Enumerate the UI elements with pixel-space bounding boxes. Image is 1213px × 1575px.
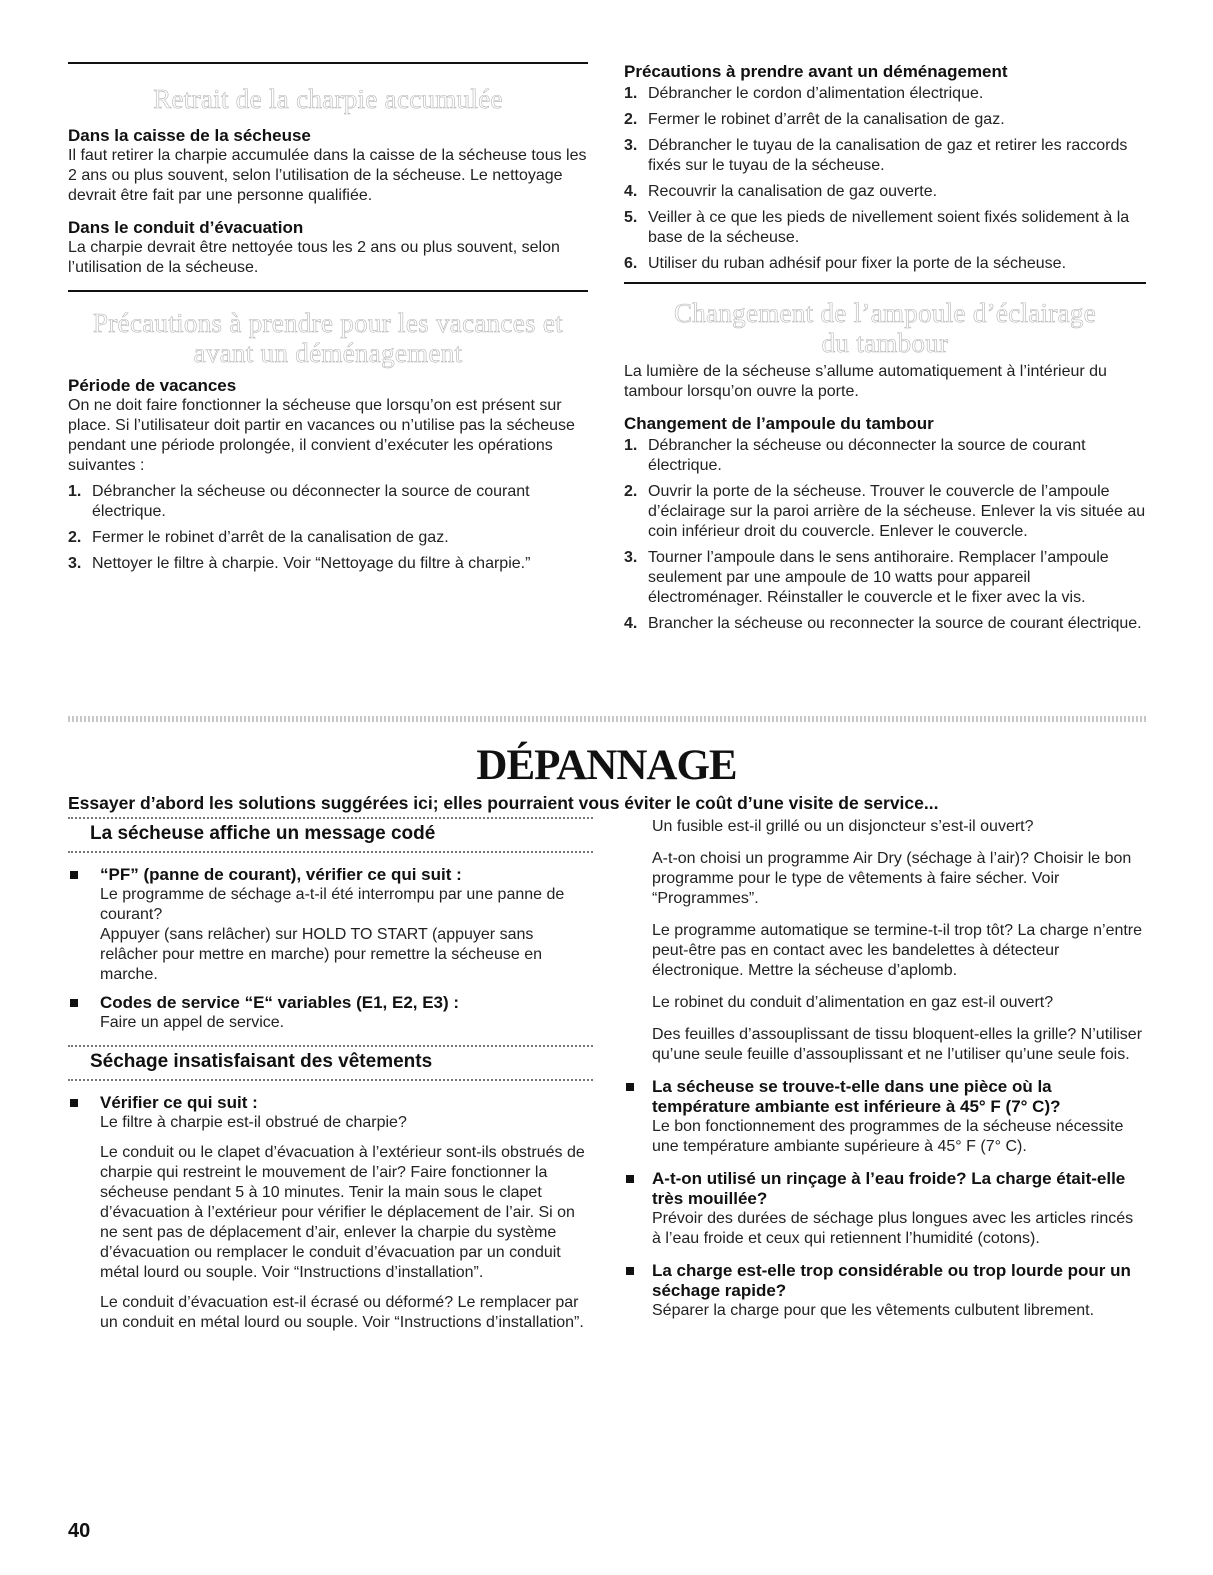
top-right-column <box>624 62 1146 634</box>
bullet-title: La charge est-elle trop considérable ou trop lourde pour un séchage rapide? <box>652 1261 1131 1300</box>
bullet-text: Appuyer (sans relâcher) sur HOLD TO START (appuyer sans relâcher pour mettre en marche) pour remettre la sécheuse en marche. <box>100 926 542 983</box>
paragraph: Un fusible est-il grillé ou un disjoncteur s’est-il ouvert? <box>652 818 1034 835</box>
list-item: 1. Débrancher le cordon d’alimentation électrique. <box>624 85 984 102</box>
bullet-load-size <box>624 1261 1146 1321</box>
list-item: 3. Nettoyer le filtre à charpie. Voir “Nettoyage du filtre à charpie.” <box>68 555 531 572</box>
section-title-lint-removal: Retrait de la charpie accumulée <box>153 84 503 114</box>
bullet-title: Codes de service “E“ variables (E1, E2, E3) : <box>100 993 460 1012</box>
paragraph: A-t-on choisi un programme Air Dry (séchage à l’air)? Choisir le bon programme pour le type de vêtements à faire sécher. Voir “Programmes”. <box>652 850 1132 907</box>
bullet-text: Le filtre à charpie est-il obstrué de charpie? <box>100 1114 407 1131</box>
list-item: 2. Ouvrir la porte de la sécheuse. Trouver le couvercle de l’ampoule d’éclairage sur la paroi arrière de la sécheuse. Enlever la vis située au coin inférieur droit du couvercle. Enlever le couvercle. <box>624 483 1146 540</box>
moving-steps <box>624 84 1146 274</box>
heading-dryer-cabinet: Dans la caisse de la sécheuse <box>68 126 311 145</box>
paragraph-vacation: On ne doit faire fonctionner la sécheuse que lorsqu’on est présent sur place. Si l’utilisateur doit partir en vacances ou n’utilise pas la sécheuse pendant une période prolongée, il convient d’exécuter les opérations suivantes : <box>68 397 575 474</box>
bulb-steps <box>624 436 1146 634</box>
paragraph: Le programme automatique se termine-t-il trop tôt? La charge n’entre peut-être pas en contact avec les bandelettes à détecteur électronique. Mettre la sécheuse d’aplomb. <box>652 922 1143 979</box>
heading-exhaust-vent: Dans le conduit d’évacuation <box>68 218 304 237</box>
bullet-pf <box>68 865 593 985</box>
subsection-coded-message <box>68 817 593 853</box>
bullet-square-icon <box>626 1083 634 1091</box>
subsection-title: La sécheuse affiche un message codé <box>90 823 436 844</box>
bullet-check <box>68 1093 593 1333</box>
list-item: 4. Brancher la sécheuse ou reconnecter la source de courant électrique. <box>624 615 1142 632</box>
list-item: 1. Débrancher la sécheuse ou déconnecter la source de courant électrique. <box>68 483 530 520</box>
bullet-text: Prévoir des durées de séchage plus longues avec les articles rincés à l’eau froide et ceux qui retiennent l’humidité (cotons). <box>652 1210 1134 1247</box>
paragraph-drum-light: La lumière de la sécheuse s’allume automatiquement à l’intérieur du tambour lorsqu’on ouvre la porte. <box>624 363 1107 400</box>
list-item: 6. Utiliser du ruban adhésif pour fixer la porte de la sécheuse. <box>624 255 1067 272</box>
list-item: 5. Veiller à ce que les pieds de nivellement soient fixés solidement à la base de la sécheuse. <box>624 209 1130 246</box>
bullet-e-codes <box>68 993 593 1033</box>
page-title: DÉPANNAGE <box>476 742 737 789</box>
bullet-text: Faire un appel de service. <box>100 1014 285 1031</box>
bullet-square-icon <box>626 1267 634 1275</box>
list-item: 3. Débrancher le tuyau de la canalisation de gaz et retirer les raccords fixés sur le tuyau de la sécheuse. <box>624 137 1128 174</box>
bullet-title: Vérifier ce qui suit : <box>100 1093 258 1112</box>
bullet-text: Le bon fonctionnement des programmes de la sécheuse nécessite une température ambiante supérieure à 45° F (7° C). <box>652 1118 1124 1155</box>
bullet-title: La sécheuse se trouve-t-elle dans une pièce où la température ambiante est inférieure à 45° F (7° C)? <box>652 1077 1061 1116</box>
bullet-square-icon <box>70 1099 78 1107</box>
paragraph: Le robinet du conduit d’alimentation en gaz est-il ouvert? <box>652 994 1054 1011</box>
bullet-cold-rinse <box>624 1169 1146 1249</box>
paragraph-cabinet: Il faut retirer la charpie accumulée dans la caisse de la sécheuse tous les 2 ans ou plus souvent, selon l’utilisation de la sécheuse. Le nettoyage devrait être fait par une personne qualifiée. <box>68 147 587 204</box>
dotted-divider <box>68 716 1146 722</box>
bullet-square-icon <box>70 871 78 879</box>
bullet-text: Le conduit d’évacuation est-il écrasé ou déformé? Le remplacer par un conduit en métal lourd ou souple. Voir “Instructions d’installation”. <box>100 1294 584 1331</box>
paragraph: Des feuilles d’assouplissant de tissu bloquent-elles la grille? N’utiliser qu’une seule feuille d’assouplissant et ne l’utiliser qu’une seule fois. <box>652 1026 1143 1063</box>
heading-vacation-period: Période de vacances <box>68 376 237 395</box>
bottom-right-column <box>624 817 1146 1321</box>
subsection-unsatisfactory-drying <box>68 1045 593 1081</box>
page-number: 40 <box>68 1520 91 1542</box>
bullet-text: Séparer la charge pour que les vêtements culbutent librement. <box>652 1302 1095 1319</box>
list-item: 3. Tourner l’ampoule dans le sens antihoraire. Remplacer l’ampoule seulement par une ampoule de 10 watts pour appareil électroménager. Réinstaller le couvercle et le fixer avec la vis. <box>624 549 1109 606</box>
subsection-title: Séchage insatisfaisant des vêtements <box>90 1051 433 1072</box>
intro-text: Essayer d’abord les solutions suggérées ici; elles pourraient vous éviter le coût d’une visite de service... <box>68 793 939 813</box>
bottom-left-column <box>68 817 593 1333</box>
top-left-column <box>68 62 588 574</box>
bullet-title: A-t-on utilisé un rinçage à l’eau froide? La charge était-elle très mouillée? <box>652 1169 1126 1208</box>
bullet-square-icon <box>626 1175 634 1183</box>
heading-moving: Précautions à prendre avant un déménagement <box>624 62 1008 81</box>
list-item: 1. Débrancher la sécheuse ou déconnecter la source de courant électrique. <box>624 437 1086 474</box>
bullet-title: “PF” (panne de courant), vérifier ce qui suit : <box>100 865 462 884</box>
list-item: 2. Fermer le robinet d’arrêt de la canalisation de gaz. <box>68 529 449 546</box>
section-title-drum-light: Changement de l’ampoule d’éclairage du tambour <box>673 298 1097 358</box>
bullet-room-temperature <box>624 1077 1146 1157</box>
bullet-square-icon <box>70 999 78 1007</box>
vacation-steps <box>68 482 588 574</box>
paragraph-exhaust: La charpie devrait être nettoyée tous les 2 ans ou plus souvent, selon l’utilisation de la sécheuse. <box>68 239 560 276</box>
bullet-text: Le conduit ou le clapet d’évacuation à l’extérieur sont-ils obstrués de charpie qui restreint le mouvement de l’air? Faire fonctionner la sécheuse pendant 5 à 10 minutes. Tenir la main sous le clapet d’évacuation à l’extérieur pour vérifier le déplacement de l’air. Si on ne sent pas de déplacement d’air, enlever la charpie du système d’évacuation ou remplacer le conduit d’évacuation par un conduit métal lourd ou souple. Voir “Instructions d’installation”. <box>100 1144 585 1281</box>
bullet-text: Le programme de séchage a-t-il été interrompu par une panne de courant? <box>100 886 565 923</box>
section-title-vacation: Précautions à prendre pour les vacances et avant un déménagement <box>93 308 563 368</box>
heading-drum-bulb: Changement de l’ampoule du tambour <box>624 414 934 433</box>
list-item: 4. Recouvrir la canalisation de gaz ouverte. <box>624 183 938 200</box>
list-item: 2. Fermer le robinet d’arrêt de la canalisation de gaz. <box>624 111 1005 128</box>
